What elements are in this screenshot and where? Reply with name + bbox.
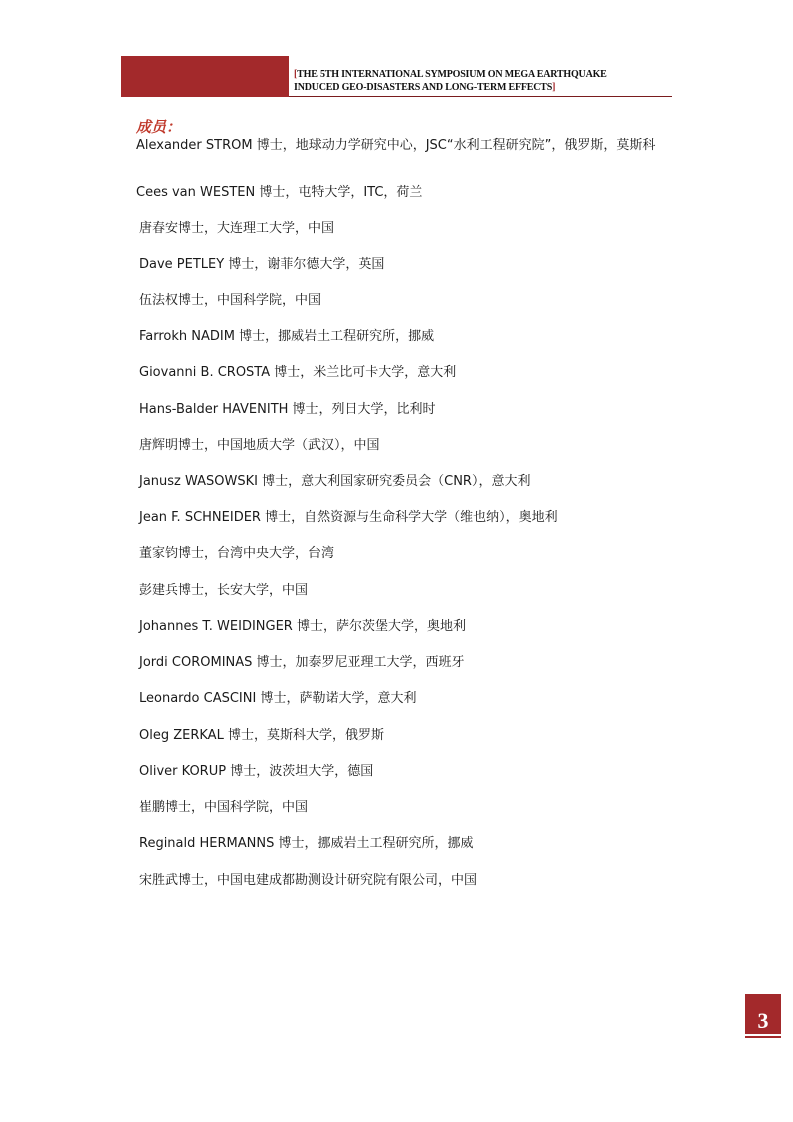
member-item: Jean F. SCHNEIDER 博士，自然资源与生命科学大学（维也纳），奥地利: [139, 510, 558, 525]
member-item: Johannes T. WEIDINGER 博士，萨尔茨堡大学，奥地利: [139, 619, 466, 634]
member-item: Reginald HERMANNS 博士，挪威岩土工程研究所，挪威: [139, 836, 474, 851]
header-title-line-1: [294, 68, 694, 81]
member-item: Giovanni B. CROSTA 博士，米兰比可卡大学，意大利: [139, 365, 457, 380]
member-item: Alexander STROM 博士，地球动力学研究中心，JSC“水利工程研究院”，俄罗斯，莫斯科: [136, 138, 656, 153]
member-item: Oleg ZERKAL 博士，莫斯科大学，俄罗斯: [139, 728, 384, 743]
header-line-1-text: THE 5TH INTERNATIONAL SYMPOSIUM ON MEGA EARTHQUAKE: [297, 69, 607, 80]
member-item: 唐春安博士，大连理工大学，中国: [139, 221, 335, 236]
member-item: Leonardo CASCINI 博士，萨勒诺大学，意大利: [139, 691, 417, 706]
member-item: 伍法权博士，中国科学院，中国: [139, 293, 322, 308]
member-item: 董家钧博士，台湾中央大学，台湾: [139, 546, 335, 561]
member-item: Cees van WESTEN 博士，屯特大学，ITC，荷兰: [136, 185, 423, 200]
header-open-bracket: [: [294, 69, 298, 80]
member-item: 宋胜武博士，中国电建成都勘测设计研究院有限公司，中国: [139, 873, 478, 888]
header-title: [294, 68, 694, 94]
page-number: 3: [757, 1008, 769, 1033]
member-item: Janusz WASOWSKI 博士，意大利国家研究委员会（CNR），意大利: [139, 474, 531, 489]
member-item: 彭建兵博士，长安大学，中国: [139, 583, 309, 598]
header-close-bracket: ]: [552, 82, 556, 93]
page-number-rule: [745, 1036, 781, 1038]
member-item: 崔鹏博士，中国科学院，中国: [139, 800, 309, 815]
member-item: Jordi COROMINAS 博士，加泰罗尼亚理工大学，西班牙: [139, 655, 465, 670]
members-heading: 成员：: [136, 118, 182, 136]
header-color-block: [121, 56, 289, 97]
member-item: Oliver KORUP 博士，波茨坦大学，德国: [139, 764, 374, 779]
header-title-line-2: [294, 81, 694, 94]
member-item: Hans-Balder HAVENITH 博士，列日大学，比利时: [139, 402, 436, 417]
member-item: Dave PETLEY 博士，谢菲尔德大学，英国: [139, 257, 385, 272]
member-item: Farrokh NADIM 博士，挪威岩土工程研究所，挪威: [139, 329, 435, 344]
member-item: 唐辉明博士，中国地质大学（武汉），中国: [139, 438, 380, 453]
header-rule: [289, 96, 672, 97]
header-line-2-text: INDUCED GEO-DISASTERS AND LONG-TERM EFFECTS: [294, 82, 553, 93]
